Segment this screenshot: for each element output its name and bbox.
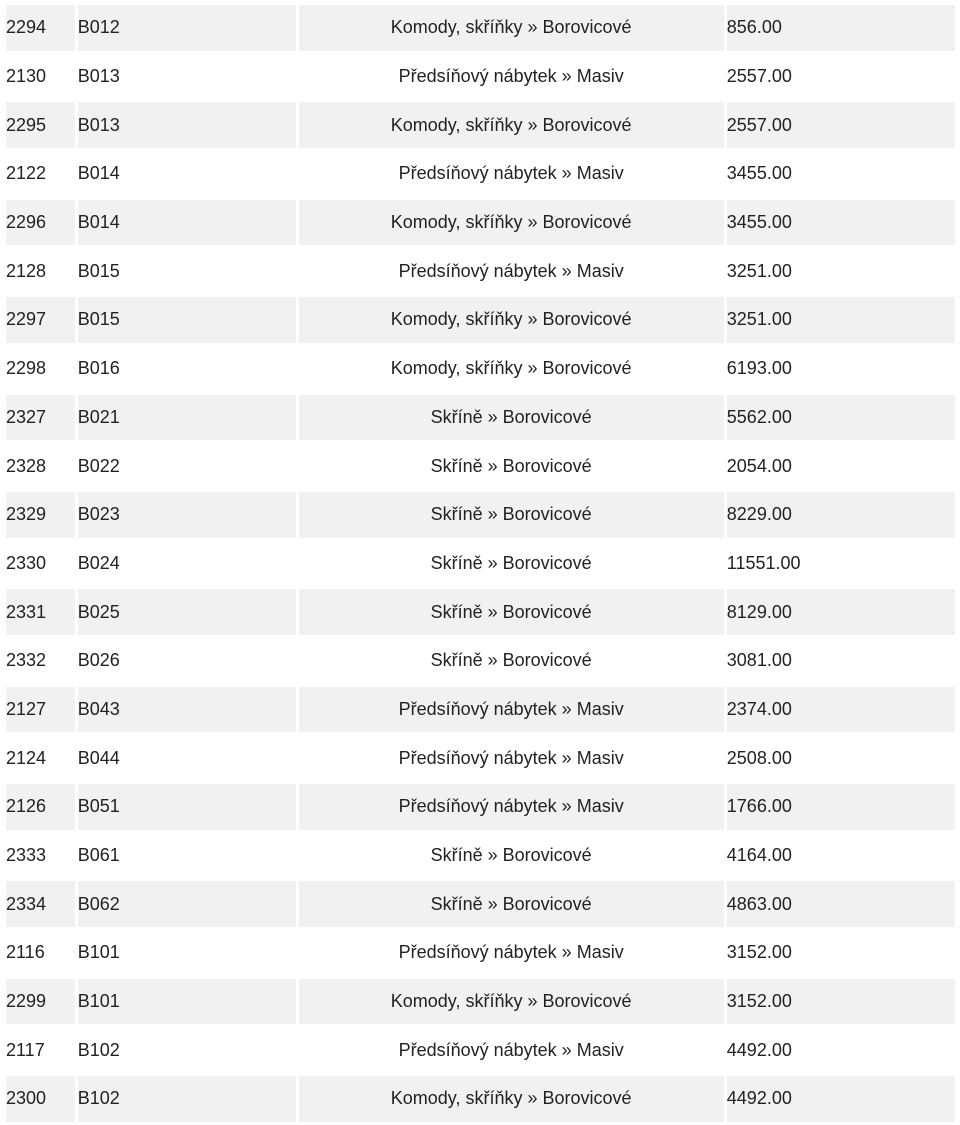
cell-code: B043: [78, 687, 296, 733]
cell-id: 2126: [6, 784, 75, 830]
table-row: [6, 638, 955, 684]
cell-id: 2127: [6, 687, 75, 733]
cell-id: 2116: [6, 930, 75, 976]
table-row: [6, 5, 955, 51]
table-row: [6, 395, 955, 441]
cell-price: 3251.00: [727, 297, 955, 343]
cell-category: Komody, skříňky » Borovicové: [299, 1076, 724, 1122]
cell-price: 8129.00: [727, 589, 955, 635]
cell-category: Předsíňový nábytek » Masiv: [299, 930, 724, 976]
cell-price: 6193.00: [727, 346, 955, 392]
table-row: [6, 541, 955, 587]
table-row: [6, 492, 955, 538]
cell-category: Skříně » Borovicové: [299, 589, 724, 635]
cell-id: 2297: [6, 297, 75, 343]
cell-id: 2299: [6, 979, 75, 1025]
cell-code: B015: [78, 297, 296, 343]
cell-category: Předsíňový nábytek » Masiv: [299, 1027, 724, 1073]
table-row: [6, 248, 955, 294]
table-row: [6, 881, 955, 927]
cell-category: Komody, skříňky » Borovicové: [299, 979, 724, 1025]
cell-id: 2294: [6, 5, 75, 51]
table-row: [6, 589, 955, 635]
cell-category: Komody, skříňky » Borovicové: [299, 102, 724, 148]
cell-id: 2331: [6, 589, 75, 635]
table-row: [6, 930, 955, 976]
table-row: [6, 784, 955, 830]
cell-category: Komody, skříňky » Borovicové: [299, 346, 724, 392]
cell-category: Komody, skříňky » Borovicové: [299, 200, 724, 246]
cell-code: B025: [78, 589, 296, 635]
cell-category: Předsíňový nábytek » Masiv: [299, 54, 724, 100]
cell-price: 2054.00: [727, 443, 955, 489]
cell-price: 3455.00: [727, 151, 955, 197]
cell-id: 2332: [6, 638, 75, 684]
cell-price: 1766.00: [727, 784, 955, 830]
cell-code: B013: [78, 54, 296, 100]
table-row: [6, 297, 955, 343]
table-row: [6, 102, 955, 148]
cell-category: Předsíňový nábytek » Masiv: [299, 248, 724, 294]
cell-category: Komody, skříňky » Borovicové: [299, 297, 724, 343]
cell-price: 3251.00: [727, 248, 955, 294]
cell-code: B015: [78, 248, 296, 294]
cell-category: Předsíňový nábytek » Masiv: [299, 151, 724, 197]
cell-category: Skříně » Borovicové: [299, 443, 724, 489]
product-table: [3, 2, 958, 1125]
table-row: [6, 346, 955, 392]
table-row: [6, 735, 955, 781]
cell-price: 2374.00: [727, 687, 955, 733]
cell-price: 3152.00: [727, 930, 955, 976]
cell-code: B013: [78, 102, 296, 148]
table-row: [6, 1027, 955, 1073]
cell-category: Skříně » Borovicové: [299, 638, 724, 684]
table-row: [6, 687, 955, 733]
cell-price: 3081.00: [727, 638, 955, 684]
cell-id: 2124: [6, 735, 75, 781]
cell-id: 2128: [6, 248, 75, 294]
table-row: [6, 151, 955, 197]
cell-code: B024: [78, 541, 296, 587]
cell-category: Předsíňový nábytek » Masiv: [299, 687, 724, 733]
table-row: [6, 833, 955, 879]
cell-price: 8229.00: [727, 492, 955, 538]
table-row: [6, 979, 955, 1025]
cell-price: 3455.00: [727, 200, 955, 246]
cell-category: Předsíňový nábytek » Masiv: [299, 784, 724, 830]
table-body: [6, 5, 955, 1122]
cell-id: 2300: [6, 1076, 75, 1122]
cell-id: 2117: [6, 1027, 75, 1073]
cell-id: 2298: [6, 346, 75, 392]
cell-id: 2334: [6, 881, 75, 927]
cell-code: B044: [78, 735, 296, 781]
cell-code: B101: [78, 979, 296, 1025]
cell-price: 4492.00: [727, 1076, 955, 1122]
cell-id: 2122: [6, 151, 75, 197]
cell-id: 2295: [6, 102, 75, 148]
cell-code: B101: [78, 930, 296, 976]
cell-id: 2327: [6, 395, 75, 441]
table-row: [6, 200, 955, 246]
cell-price: 3152.00: [727, 979, 955, 1025]
cell-category: Skříně » Borovicové: [299, 541, 724, 587]
cell-code: B102: [78, 1027, 296, 1073]
cell-code: B023: [78, 492, 296, 538]
cell-id: 2329: [6, 492, 75, 538]
cell-id: 2330: [6, 541, 75, 587]
cell-code: B051: [78, 784, 296, 830]
cell-price: 5562.00: [727, 395, 955, 441]
cell-code: B016: [78, 346, 296, 392]
cell-price: 11551.00: [727, 541, 955, 587]
cell-code: B061: [78, 833, 296, 879]
cell-price: 4164.00: [727, 833, 955, 879]
cell-id: 2328: [6, 443, 75, 489]
cell-code: B014: [78, 151, 296, 197]
cell-id: 2333: [6, 833, 75, 879]
cell-price: 2557.00: [727, 54, 955, 100]
cell-code: B021: [78, 395, 296, 441]
cell-price: 4492.00: [727, 1027, 955, 1073]
cell-price: 4863.00: [727, 881, 955, 927]
cell-code: B022: [78, 443, 296, 489]
cell-id: 2130: [6, 54, 75, 100]
cell-code: B012: [78, 5, 296, 51]
cell-price: 2557.00: [727, 102, 955, 148]
cell-category: Komody, skříňky » Borovicové: [299, 5, 724, 51]
cell-category: Předsíňový nábytek » Masiv: [299, 735, 724, 781]
cell-category: Skříně » Borovicové: [299, 492, 724, 538]
cell-category: Skříně » Borovicové: [299, 833, 724, 879]
cell-category: Skříně » Borovicové: [299, 881, 724, 927]
cell-price: 856.00: [727, 5, 955, 51]
cell-code: B026: [78, 638, 296, 684]
cell-price: 2508.00: [727, 735, 955, 781]
table-row: [6, 443, 955, 489]
cell-code: B102: [78, 1076, 296, 1122]
cell-category: Skříně » Borovicové: [299, 395, 724, 441]
cell-id: 2296: [6, 200, 75, 246]
table-row: [6, 54, 955, 100]
cell-code: B014: [78, 200, 296, 246]
table-row: [6, 1076, 955, 1122]
cell-code: B062: [78, 881, 296, 927]
